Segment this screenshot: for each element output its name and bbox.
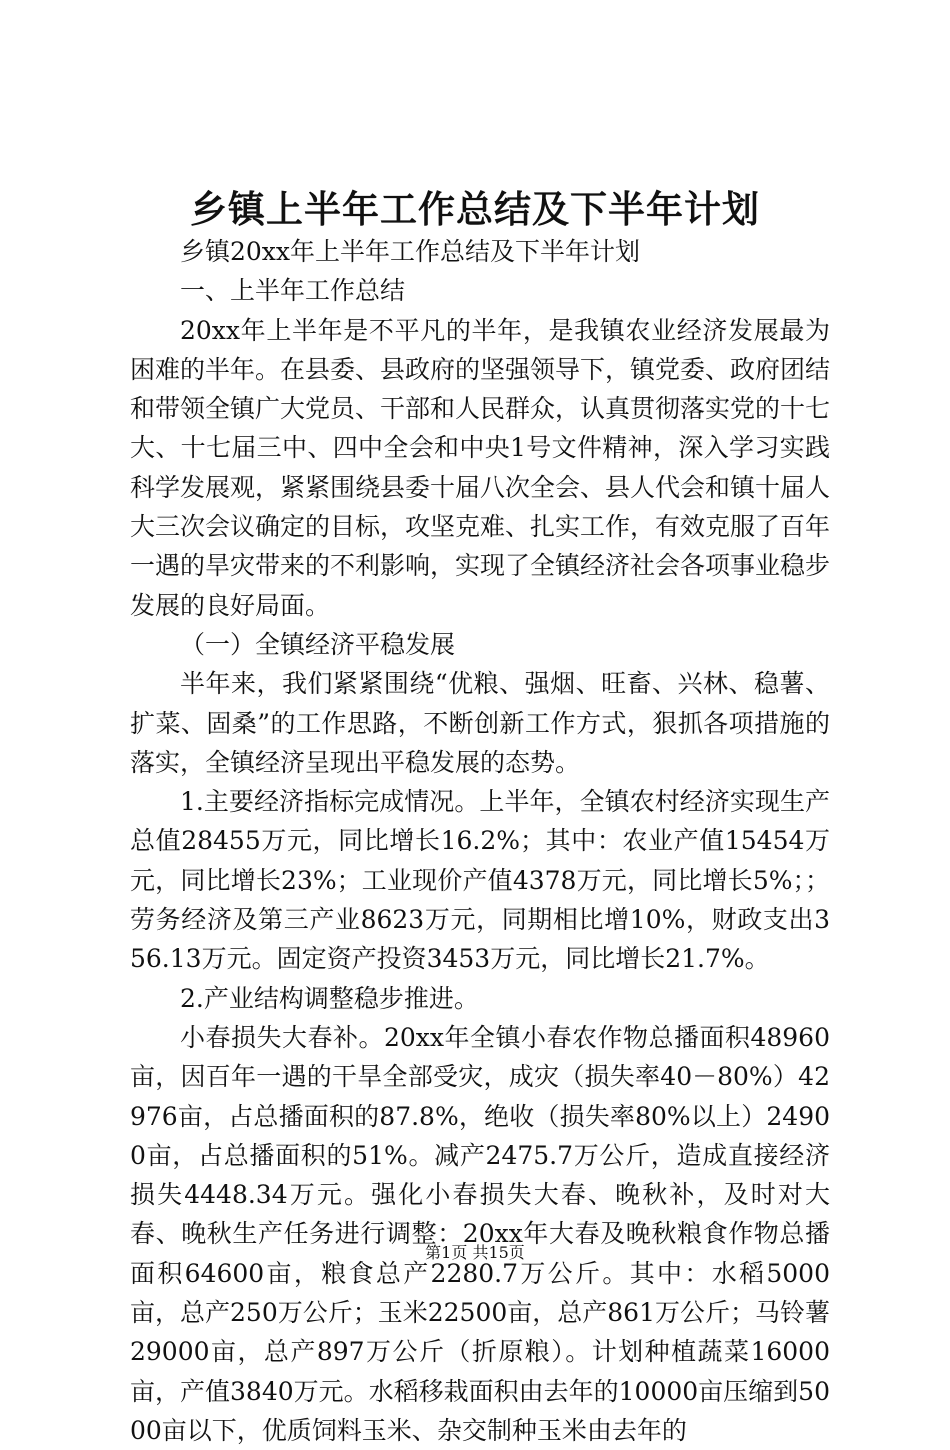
page-footer: 第1页 共15页	[425, 1243, 525, 1262]
paragraph-economy: 半年来，我们紧紧围绕“优粮、强烟、旺畜、兴林、稳薯、扩菜、固桑”的工作思路，不断创新工作方式，狠抓各项措施的落实，全镇经济呈现出平稳发展的态势。	[130, 669, 830, 777]
document-title: 乡镇上半年工作总结及下半年计划	[190, 187, 760, 231]
paragraph-crops: 小春损失大春补。20xx年全镇小春农作物总播面积48960亩，因百年一遇的干旱全部受灾，成灾（损失率40－80%）42976亩，占总播面积的87.8%，绝收（损失率80%以上）24900亩，占总播面积的51%。减产2475.7万公斤，造成直接经济损失4448.34万元。强化小春损失大春、晚秋补，及时对大春、晚秋生产任务进行调整：20xx年大春及晚秋粮食作物总播面积64600亩，粮食总产2280.7万公斤。其中：水稻5000亩，总产250万公斤；玉米22500亩，总产861万公斤；马铃薯29000亩，总产897万公斤（折原粮）。计划种植蔬菜16000亩，产值3840万元。水稻移栽面积由去年的10000亩压缩到5000亩以下，优质饲料玉米、杂交制种玉米由去年的	[130, 1022, 830, 1445]
subsection-heading-1: （一）全镇经济平稳发展	[180, 629, 456, 659]
document-body	[130, 232, 830, 1450]
section-heading-1: 一、上半年工作总结	[180, 276, 406, 306]
paragraph-indicators: 1.主要经济指标完成情况。上半年，全镇农村经济实现生产总值28455万元，同比增长16.2%；其中：农业产值15454万元，同比增长23%；工业现价产值4378万元，同比增长5%；；劳务经济及第三产业8623万元，同期相比增10%，财政支出356.13万元。固定资产投资3453万元，同比增长21.7%。	[130, 787, 830, 974]
item-heading-2: 2.产业结构调整稳步推进。	[180, 983, 479, 1013]
paragraph-subtitle: 乡镇20xx年上半年工作总结及下半年计划	[180, 237, 641, 266]
paragraph-overview: 20xx年上半年是不平凡的半年，是我镇农业经济发展最为困难的半年。在县委、县政府的坚强领导下，镇党委、政府团结和带领全镇广大党员、干部和人民群众，认真贯彻落实党的十七大、十七届三中、四中全会和中央1号文件精神，深入学习实践科学发展观，紧紧围绕县委十届八次全会、县人代会和镇十届人大三次会议确定的目标，攻坚克难、扎实工作，有效克服了百年一遇的旱灾带来的不利影响，实现了全镇经济社会各项事业稳步发展的良好局面。	[130, 315, 831, 620]
